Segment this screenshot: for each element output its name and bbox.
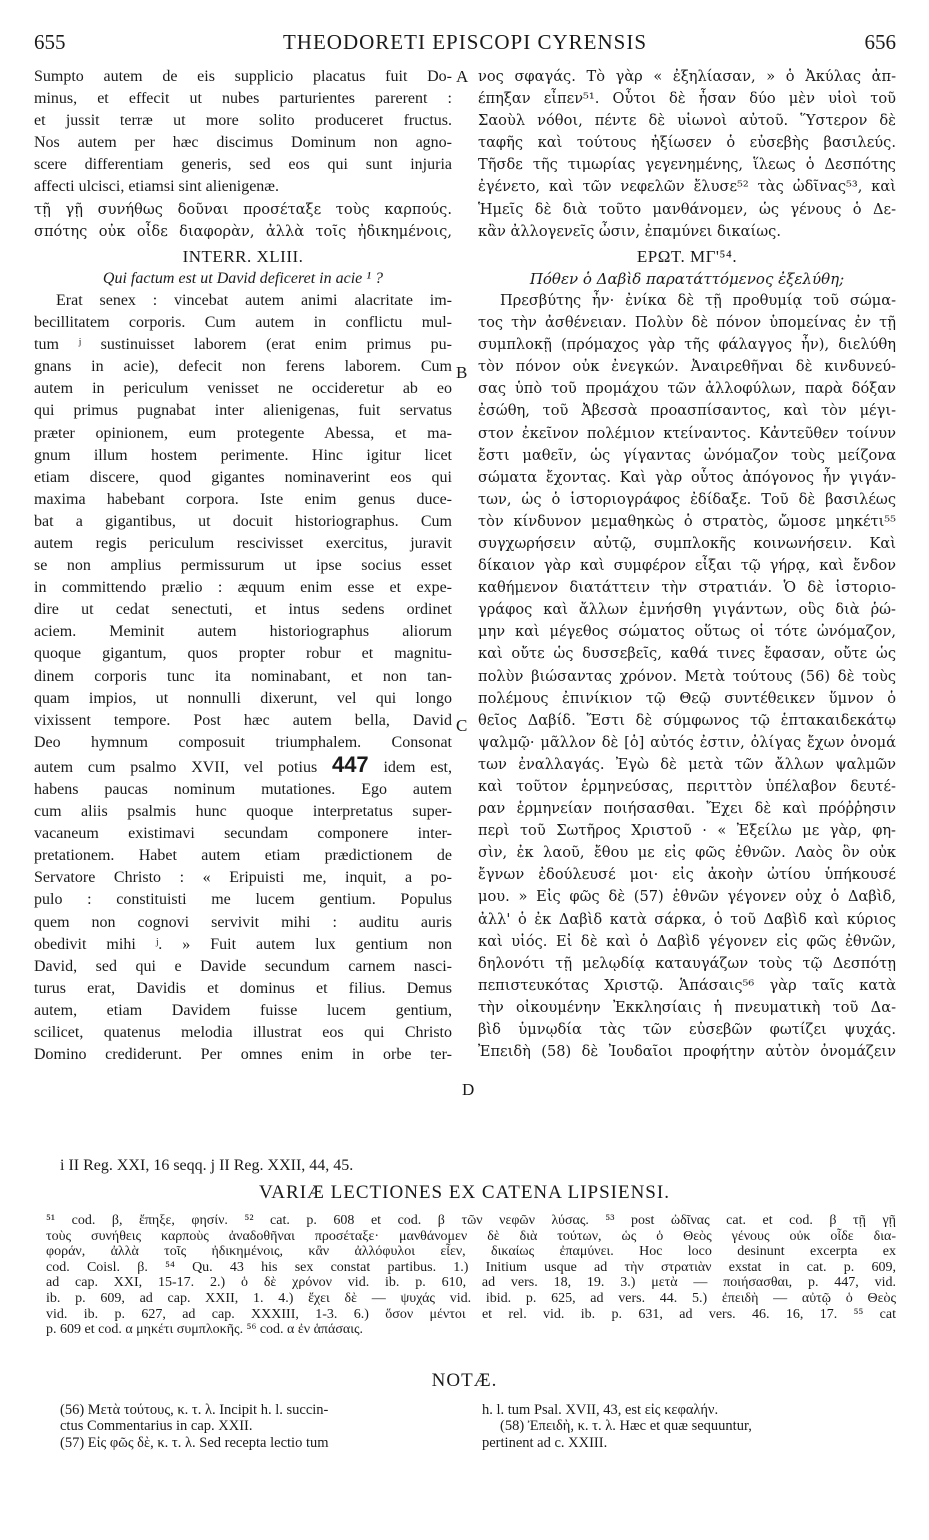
text-line: præter opinionem, eum protegente Abessa, et ma- [34, 424, 452, 442]
text-line: ἀλλ' ὁ ἐκ Δαβὶδ κατὰ σάρκα, ὁ τοῦ Δαβὶδ καὶ κύριος [478, 910, 896, 928]
variant-line: vid. ib. p. 627, ad cap. XXXIII, 1-3. 6.) ὅσον μέντοι et rel. vid. ib. p. 631, ad vers. 46. 16, 17. ⁵⁵ cat [46, 1306, 896, 1322]
text-line: Nos autem per hæc discimus Dominum non agno- [34, 134, 452, 152]
text-line-with-page-ref: autem cum psalmo XVII, vel potius 447 idem est, [34, 751, 452, 777]
greek-question-heading: ΕΡΩΤ. ΜΓ'⁵⁴. [636, 246, 738, 266]
note-line: pertinent ad c. XXIII. [482, 1434, 608, 1451]
text-line: καὶ τοῦτον ἑρμηνεύσας, περιττὸν ὑπέλαβον δευτέ- [478, 778, 896, 795]
text-line: quoque gigantum, quos propter robur et magnitu- [34, 645, 452, 663]
text-line: autem regis periculum rescivisset exercitus, juravit [34, 534, 452, 552]
text-line: ἐσώθη, τοῦ Ἀβεσσὰ προασπίσαντος, καὶ τὸν μέγι- [478, 402, 896, 420]
text-line: Ἐπειδὴ (58) δὲ Ἰουδαῖοι προφήτην αὐτὸν ὀνομάζειν [478, 1043, 896, 1061]
text-line: καὶ οὔτε ὡς δυσσεβεῖς, καθά τινες ἔφασαν, οὔτε ὡς [478, 645, 896, 663]
text-line: τος τὴν ἀσθένειαν. Πολὺν δὲ πόνον ὑπομείνας ἐν τῇ [478, 314, 896, 332]
note-line: ctus Commentarius in cap. XXII. [60, 1418, 253, 1435]
text-line: turus erat, Davidis et dominus et filius. Demus [34, 979, 452, 997]
notae-title: NOTÆ. [431, 1370, 498, 1391]
text-line: δηλονότι τῇ μελῳδίᾳ καταυγάζων τοὺς τῷ Δεσπότῃ [478, 954, 896, 972]
text-line: pulo : constituisti me lucem gentium. Populus [34, 891, 452, 909]
text-line: μην καὶ μέγεθος σώματος οὕτως οἱ τότε ὠνόμαζον, [478, 623, 896, 641]
latin-body [34, 290, 452, 1066]
text-line: Servatore Christo : « Eripuisti me, inquit, a po- [34, 869, 452, 887]
text-line: κἂν ἀλλογενεῖς ὦσιν, ἐπαμύνει δικαίως. [478, 222, 781, 240]
text-line: στον ἐκεῖνον πολέμιον κτείναντος. Κἀντεῦθεν τοίνυν [478, 424, 896, 442]
text-line: σας ὑπὸ τοῦ προμάχου τῶν ἀλλοφύλων, παρὰ δόξαν [478, 380, 896, 398]
text-line: καὶ υἱός. Εἰ δὲ καὶ ὁ Δαβὶδ γέγονεν εἰς φῶς ἐθνῶν, [478, 932, 896, 950]
text-line: πολέμους ἐπινίκιον τῷ Θεῷ συντέθεικεν ὕμνον ὁ [478, 689, 896, 707]
text-line: Deo hymnum composuit triumphalem. Consonat [34, 733, 452, 751]
text-line: των, ὡς ὁ ἱστοριογράφος ἐδίδαξε. Τοῦ δὲ βασιλέως [478, 490, 896, 508]
text-line: cum aliis psalmis hunc quoque interpretatus super- [34, 803, 452, 821]
text-line: καθήμενον διατάττειν τὴν στρατιάν. Ὁ δὲ ἱστοριο- [478, 579, 896, 597]
note-line: (56) Μετὰ τούτους, κ. τ. λ. Incipit h. l. succin- [60, 1402, 329, 1418]
notae-left-column [60, 1402, 329, 1451]
text-line: συμπλοκῇ (πρόμαχος γὰρ τῆς φάλαγγος ἦν), διελύθη [478, 336, 896, 354]
text-line: vacaneum existimavi secundam componere inter- [34, 825, 452, 843]
variant-line: cod. Coisl. β. ⁵⁴ Qu. 43 his sex constat partibus. 1.) Initium usque ad τὴν στρατιὰν exstat in cat. p. 609, [46, 1259, 896, 1275]
greek-body [478, 290, 896, 1063]
greek-question-title: Πόθεν ὁ Δαβὶδ παρατάττόμενος ἐξελύθη; [529, 269, 845, 288]
text-line: έπηξαν εἶπεν⁵¹. Οὗτοι δὲ ἦσαν δύο μὲν υἱοὶ τοῦ [478, 90, 896, 108]
text-line: aciem. Meminit autem historiographus aliorum [34, 623, 452, 641]
text-line: Σαοὺλ νόθοι, πέντε δὲ υἱωνοὶ αὐτοῦ. Ὕστερον δὲ [478, 112, 896, 130]
notae-right-column [482, 1402, 752, 1451]
text-line: scere differentiam generis, sed eos qui sunt injuria [34, 156, 452, 174]
text-line: ταφῆς καὶ τούτους ἠξίωσεν ὁ εὐσεβὴς βασιλεύς. [478, 134, 896, 152]
text-line: etiam discere, quod gigantes nominaverint eos qui [34, 468, 452, 486]
text-line: σώματα ἔχοντας. Καὶ γὰρ οὗτος ἀπόγονος ἦν γιγάν- [478, 468, 896, 486]
variant-line: ⁵¹ cod. β, ἔπηξε, φησίν. ⁵² cat. p. 608 et cod. β τῶν νεφῶν λύσας. ⁵³ post ὠδῖνας cat. et cod. β τῇ γῇ [46, 1213, 896, 1228]
text-line: et jussit terræ ut more solito produceret fructus. [34, 112, 452, 130]
margin-letter-c: C [456, 716, 468, 735]
variae-lectiones-title: VARIÆ LECTIONES EX CATENA LIPSIENSI. [259, 1182, 670, 1203]
text-line: Erat senex : vincebat autem animi alacritate im- [56, 291, 452, 309]
text-line: David, sed qui e Davide secundum carnem nasci- [34, 957, 452, 975]
text-line: πολὺν βιώσαντας χρόνον. Μετὰ τούτους (56) δὲ τοὺς [478, 667, 896, 685]
page-number-left: 655 [34, 30, 66, 54]
text-line: quem non cognovi servivit mihi : auditu auris [34, 913, 452, 931]
text-line: autem in periculum venisset ne occideretur ab eo [34, 380, 452, 398]
scripture-footnotes: i II Reg. XXI, 16 seqq. j II Reg. XXII, 44, 45. [60, 1157, 354, 1174]
margin-letter-a: A [456, 67, 469, 86]
text-line: πεπιστευκότας Χριστῷ. Ἁπάσαις⁵⁶ γὰρ ταῖς κατὰ [478, 976, 896, 994]
text-line: ἐγένετο, καὶ τῶν νεφελῶν ἔλυσε⁵² τὰς ὠδῖνας⁵³, καὶ [478, 178, 896, 196]
text-line: gnans in acie), defecit non ferens laborem. Cum [34, 358, 452, 376]
greek-top-text [478, 66, 896, 243]
text-line: νος σφαγάς. Τὸ γὰρ « ἐξηλίασαν, » ὁ Ἀκύλας ἀπ- [478, 68, 896, 85]
latin-top-text [34, 66, 452, 243]
text-line: bat a gigantibus, ut docuit historiographus. Cum [34, 512, 452, 530]
latin-question-title: Qui factum est ut David deficeret in acie ¹ ? [102, 269, 384, 287]
running-title: THEODORETI EPISCOPI CYRENSIS [282, 30, 648, 54]
variant-line: ad cap. XXI, 15-17. 2.) ὁ δὲ χρόνον vid. ib. p. 610, ad vers. 18, 19. 3.) μετὰ — ποιήσασθαι, p. 447, vid. [46, 1275, 896, 1291]
greek-overflow-line: σπότης οὐκ οἶδε διαφορὰν, ἀλλὰ τοῖς ἠδικημένοις, [34, 222, 452, 240]
text-line: dinem corporis tunc ita nominabant, et non tan- [34, 667, 452, 685]
text-line: τὸν κίνδυνον μεμαθηκὼς ὁ στρατὸς, ὤμοσε μηκέτι⁵⁵ [478, 512, 896, 530]
text-line: Πρεσβύτης ἦν· ἐνίκα δὲ τῇ προθυμίᾳ τοῦ σώμα- [500, 291, 896, 309]
page-header [34, 30, 896, 60]
text-line: ψαλμῷ· μᾶλλον δὲ [ὁ] αὐτός ἐστιν, ὀλίγας ἔχων ὀνομά [478, 733, 896, 751]
variant-line: p. 609 et cod. α μηκέτι συμπλοκῆς. ⁵⁶ cod. α ἐν ἁπάσαις. [46, 1322, 364, 1338]
text-line: pretationem. Habet autem etiam prædictionem de [34, 847, 452, 865]
text-line: minus, et effecit ut nubes parturientes parerent : [34, 90, 452, 108]
text-line: σὶν, ἐκ λαοῦ, ἔθου με εἰς φῶς ἐθνῶν. Λαὸς ὃν οὐκ [478, 844, 896, 862]
text-line: habens paucas nominum mutationes. Ego autem [34, 781, 452, 798]
text-line: vixissent tempore. Post hæc autem bella, David [34, 711, 452, 729]
text-line: quam impios, ut nonnulli dixerunt, vel qui longo [34, 689, 452, 707]
text-line: μου. » Εἰς φῶς δὲ (57) ἐθνῶν γέγονεν οὐχ ὁ Δαβὶδ, [478, 888, 896, 906]
note-line: (58) Ἐπειδὴ, κ. τ. λ. Hæc et quæ sequuntur, [500, 1418, 752, 1435]
text-line: των ἐναλλαγάς. Ἐγὼ δὲ μετὰ τῶν ἄλλων ψαλμῶν [478, 755, 896, 773]
latin-question-heading: INTERR. XLIII. [182, 246, 304, 266]
text-line: qui primus pugnabat inter alienigenas, fuit servatus [34, 402, 452, 420]
margin-letter-b: B [456, 363, 468, 382]
text-line: τὴν οἰκουμένην Ἐκκλησίαις ἡ πνευματικὴ τοῦ Δα- [478, 998, 896, 1016]
page-number-right: 656 [864, 30, 896, 54]
text-line: se non amplius permissurum ut ipse socius esset [34, 557, 452, 575]
text-line: γράφος καὶ ἄλλων ἐμνήσθη γιγάντων, οὓς διὰ ῥώ- [478, 601, 896, 619]
variant-line: ib. p. 609, ad cap. XXII, 1. 4.) ἔχει δὲ — ψυχάς vid. ibid. p. 625, ad vers. 44. 5.) ἐπειδὴ — αὐτῷ ὁ Θεὸς [46, 1290, 896, 1306]
text-line: autem, etiam Davidem fuisse lucem gentium, [34, 1001, 452, 1019]
page-reference-number: 447 [331, 751, 369, 777]
text-line: θεῖος Δαβίδ. Ἔστι δὲ σύμφωνος τῷ ἑπτακαιδεκάτῳ [478, 711, 896, 729]
text-line: gnum illum hostem perimente. Hinc igitur licet [34, 446, 452, 464]
text-line: Τῆσδε τῆς τιμωρίας γεγενημένης, ἵλεως ὁ Δεσπότης [478, 156, 896, 174]
text-line: becillitatem corporis. Cum autem in conflictu mul- [34, 314, 452, 332]
latin-column [34, 66, 452, 1066]
text-line: βὶδ ὑμνῳδία τὰς τῶν εὐσεβῶν φωτίζει ψυχάς. [478, 1021, 896, 1039]
text-line: συγχωρήσειν αὐτῷ, συμπλοκῆς κοινωνήσειν. Καὶ [478, 534, 896, 552]
text-line: in committendo prælio : æquum enim esse et expe- [34, 579, 452, 597]
text-line: Domino crediderunt. Per omnes enim in orbe ter- [34, 1046, 452, 1064]
variae-lectiones [46, 1213, 896, 1338]
text-line: maxima habebant corpora. Iste enim genus duce- [34, 490, 452, 508]
text-line: Sumpto autem de eis supplicio placatus fuit Do- [34, 68, 452, 85]
greek-overflow-line: τῇ γῇ συνήθως δοῦναι προσέταξε τοὺς καρπούς. [34, 200, 452, 218]
note-line: h. l. tum Psal. XVII, 43, est εἰς κεφαλήν. [482, 1402, 719, 1418]
text-line: dire ut cedat senectuti, et intus sedens ordinet [34, 601, 452, 619]
text-line: δίκαιον γὰρ καὶ συμφέρον εἶξαι τῷ γήρᾳ, καὶ ἔνδον [478, 557, 896, 575]
text-line: obedivit mihi ʲ. » Fuit autem lux gentium non [34, 935, 452, 953]
note-line: (57) Εἰς φῶς δὲ, κ. τ. λ. Sed recepta lectio tum [60, 1434, 329, 1451]
greek-column [478, 66, 896, 1063]
text-line: ραν ἑρμηνείαν ποιήσασθαι. Ἔχει δὲ καὶ πρόῤῥησιν [478, 800, 896, 818]
text-line: scilicet, quatenus melodia illustrat eos qui Christo [34, 1024, 452, 1042]
text-line: Ἡμεῖς δὲ διὰ τοῦτο μανθάνομεν, ὡς γένους ὁ Δε- [478, 200, 896, 218]
text-line: τὸν πόνον οὐκ ἐνεγκών. Ἀναιρεθῆναι δὲ κινδυνεύ- [478, 358, 896, 376]
text-line: tum ʲ sustinuisset laborem (erat enim primus pu- [34, 336, 452, 354]
variant-line: τοὺς συνήθεις καρποὺς ἀναδοθῆναι προσέταξε· μανθάνομεν δὲ διὰ τούτων, ὡς ὁ Θεὸς γένους οὐκ οἶδε δια- [46, 1228, 896, 1244]
text-line: affecti ulcisci, etiamsi sint alienigenæ. [34, 178, 279, 196]
text-line: ἔστι μαθεῖν, ὡς γίγαντας ὠνόμαζον τοὺς μείζονα [478, 446, 896, 464]
margin-letter-d: D [462, 1080, 475, 1099]
variant-line: φοράν, ἀλλὰ τοῖς ἠδικημένοις, κἂν ἀλλόφυλοι εἶεν, δικαίως ἐπαμύνει. Hoc loco desinunt excerpta ex [46, 1244, 896, 1260]
text-line: ἔγνων ἐδούλευσέ μοι· εἰς ἀκοὴν ὠτίου ὑπήκουσέ [478, 866, 896, 884]
text-line: περὶ τοῦ Σωτῆρος Χριστοῦ · « Ἐξείλω με γὰρ, φη- [478, 822, 896, 840]
